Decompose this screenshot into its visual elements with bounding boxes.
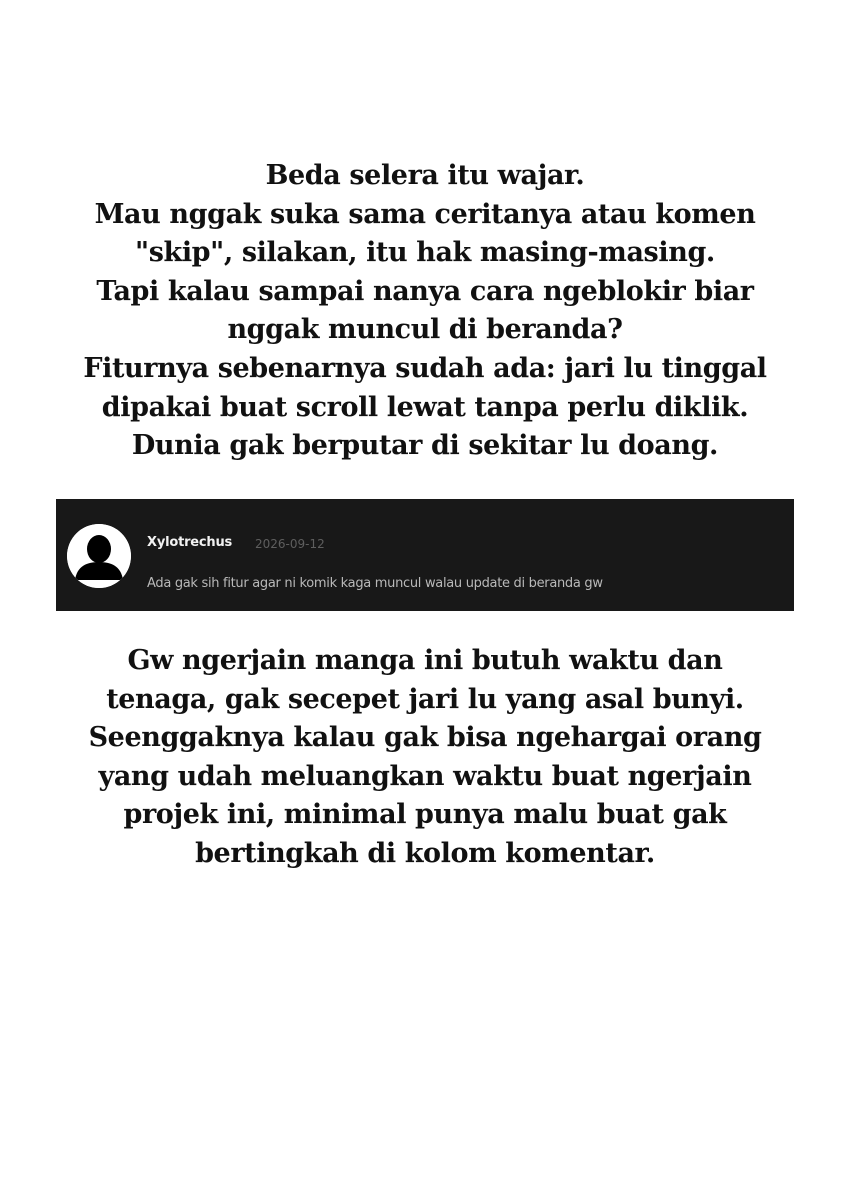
intro-message [0, 157, 850, 466]
response-message [0, 642, 850, 874]
response-line: Seenggaknya kalau gak bisa ngehargai orang [88, 722, 762, 754]
comment-screenshot [56, 499, 794, 611]
comment-author: Xylotrechus [147, 535, 233, 550]
intro-line: Dunia gak berputar di sekitar lu doang. [131, 430, 719, 462]
response-line: tenaga, gak secepet jari lu yang asal bunyi. [106, 683, 744, 715]
intro-line: Fiturnya sebenarnya sudah ada: jari lu tinggal [83, 352, 767, 384]
response-line: projek ini, minimal punya malu buat gak [123, 799, 727, 831]
comment-date: 2026-09-12 [255, 537, 325, 551]
response-line: Gw ngerjain manga ini butuh waktu dan [127, 645, 723, 676]
intro-line: Tapi kalau sampai nanya cara ngeblokir biar [96, 275, 754, 307]
intro-line: nggak muncul di beranda? [227, 314, 623, 346]
default-user-avatar-icon [67, 524, 131, 588]
intro-line: Mau nggak suka sama ceritanya atau komen [94, 198, 756, 230]
intro-line: dipakai buat scroll lewat tanpa perlu diklik. [101, 391, 749, 423]
response-line: bertingkah di kolom komentar. [195, 837, 655, 869]
comment-text: Ada gak sih fitur agar ni komik kaga muncul walau update di beranda gw [147, 576, 603, 591]
response-line: yang udah meluangkan waktu buat ngerjain [98, 760, 752, 792]
intro-line: Beda selera itu wajar. [265, 160, 585, 191]
intro-line: "skip", silakan, itu hak masing-masing. [135, 237, 715, 269]
